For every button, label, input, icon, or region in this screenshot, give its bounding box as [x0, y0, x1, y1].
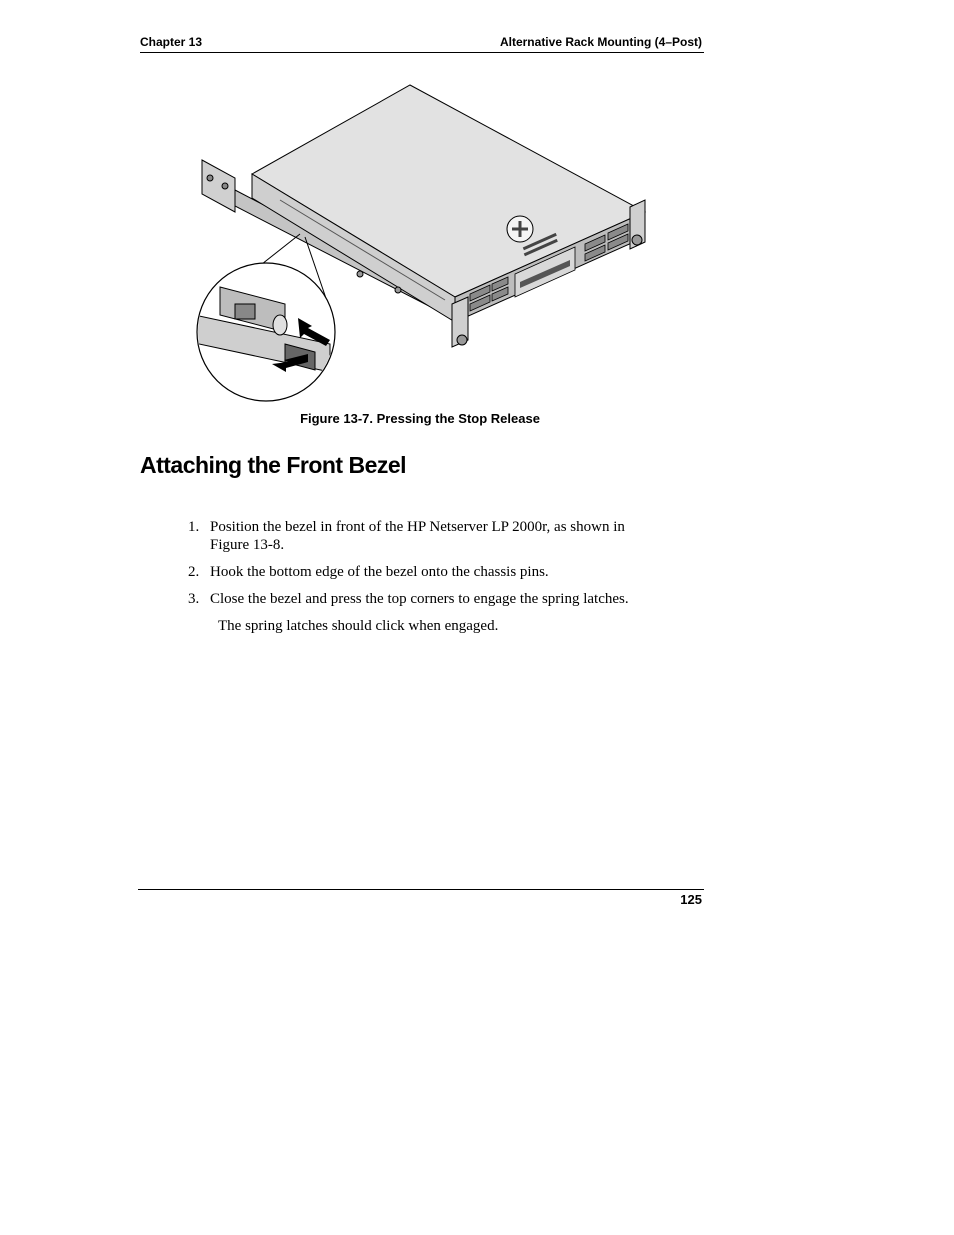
step-number: 3. — [188, 591, 200, 607]
list-item — [188, 563, 658, 581]
page-number: 125 — [680, 892, 702, 907]
step-note: The spring latches should click when engaged. — [218, 618, 499, 634]
instruction-list — [188, 518, 658, 617]
figure-caption: Figure 13-7. Pressing the Stop Release — [300, 411, 540, 426]
list-item — [188, 590, 658, 608]
list-item — [188, 518, 658, 554]
step-text: Hook the bottom edge of the bezel onto the chassis pins. — [210, 564, 549, 580]
chapter-label: Chapter 13 — [140, 35, 203, 49]
step-text: Position the bezel in front of the HP Netserver LP 2000r, as shown in Figure 13-8. — [210, 519, 625, 553]
step-number: 2. — [188, 564, 200, 580]
section-heading: Attaching the Front Bezel — [140, 452, 407, 478]
server-rack-illustration — [190, 82, 660, 404]
step-text: Close the bezel and press the top corners to engage the spring latches. — [210, 591, 629, 607]
section-title: Alternative Rack Mounting (4–Post) — [499, 35, 702, 49]
footer-divider — [138, 889, 704, 890]
page-header — [140, 33, 704, 53]
step-number: 1. — [188, 519, 200, 535]
